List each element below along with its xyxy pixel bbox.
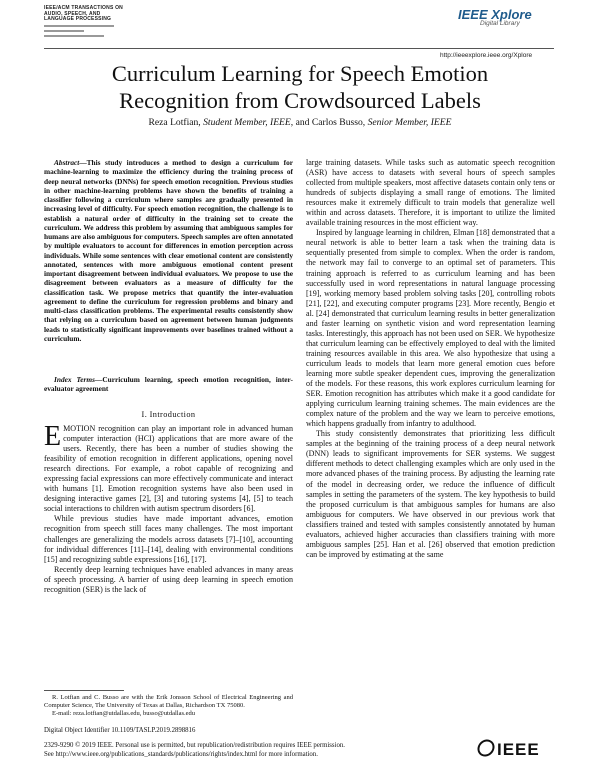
paragraph: large training datasets. While tasks such as automatic speech recognition (ASR) have access to datasets with several hours of speech samples collected from multiple speakers, most affective datasets contain only tens or hundreds of subjects displaying a small range of emotions. The limited resources make it extremely difficult to train models that generalize well within and across datasets. Therefore, it is important to utilize the limited available training resources in the most efficient way. [306, 158, 555, 228]
footnote [44, 694, 293, 717]
paragraph: While previous studies have made important advances, emotion recognition from speech still faces many challenges. The most important challenges are generalizing the models across datasets [7]–[10], accounting for individual differences [11]–[14], dealing with environmental conditions [15] and recognizing subtle expressions [16], [17]. [44, 514, 293, 564]
authors [40, 117, 560, 128]
ieee-diamond-icon [474, 736, 498, 760]
header-rule [44, 48, 554, 49]
copyright-link[interactable]: See http://www.ieee.org/publications_standards/publications/rights/index.html for more information. [44, 750, 318, 758]
xplore-url[interactable]: http://ieeexplore.ieee.org/Xplore [440, 52, 533, 59]
author-role: Senior Member, IEEE [367, 117, 452, 128]
copyright-notice [44, 742, 424, 759]
footnote-text: R. Lotfian and C. Busso are with the Erik Jonsson School of Electrical Engineering and Computer Science, The University of Texas at Dallas, Richardson TX 75080. [44, 694, 293, 709]
abstract-text: —This study introduces a method to design a curriculum for machine-learning to maximize the efficiency during the training process of deep neural networks (DNNs) for speech emotion recognition. Previous studies in other machine-learning problems have shown the benefits of training a classifier following a curriculum where samples are gradually presented in increasing level of difficulty. For speech emotion recognition, the challenge is to establish a natural order of difficulty in the training set to create the curriculum. We address this problem by assuming that ambiguous samples for humans are also ambiguous for computers. Speech samples are often annotated by multiple evaluators to account for differences in emotion perception across individuals. While some sentences with clear emotional content are consistently annotated, sentences with more ambiguous emotional content present important disagreement between individual evaluators. We propose to use the disagreement between evaluators as a measure of difficulty for the classification task. We propose metrics that quantify the inter-evaluation agreement to define the curriculum for regression problems and binary and multi-class classification problems. The experimental results consistently show that relying on a curriculum based on agreement between human judgments leads to statistically significant improvements over baselines trained without a curriculum. [44, 158, 293, 343]
header-blur-line [44, 30, 84, 32]
paragraph: Recently deep learning techniques have enabled advances in many areas of speech processing. A barrier of using deep learning in speech emotion recognition (SER) is the lack of [44, 564, 293, 594]
journal-line: LANGUAGE PROCESSING [44, 16, 112, 22]
paragraph: This study consistently demonstrates that prioritizing less difficult samples at the beginning of the training process of a deep neural network (DNN) leads to significant improvements for SER systems. We suggest different methods to detect challenging examples which are only used in the more advanced phases of the training process. By adjusting the learning rate of the model in decreasing order, we reduce the influence of difficult samples in setting the parameters of the system. The key hypothesis to build the proposed curriculum is that ambiguous samples for humans are also ambiguous for computers. We have observed in our previous work that classifiers trained and tested with samples consistently annotated by human evaluators, achieved higher accuracies than classifiers training with more ambiguous samples [25]. Han et al. [26] observed that emotion prediction can be improved by estimating at the same [306, 429, 555, 559]
journal-line: IEEE/ACM TRANSACTIONS ON [44, 5, 123, 11]
ieee-logo-text: IEEE [497, 740, 540, 759]
xplore-sub: Digital Library [480, 20, 520, 27]
header-blur-line [44, 35, 104, 37]
title-line: Recognition from Crowdsourced Labels [119, 88, 481, 113]
doi: Digital Object Identifier 10.1109/TASLP.2019.2898816 [44, 727, 196, 734]
footnote-divider [44, 690, 124, 691]
ieee-logo [478, 739, 540, 760]
abstract-label: Abstract [54, 158, 80, 167]
footnote-email: E-mail: reza.lotfian@utdallas.edu, busso@utdallas.edu [52, 709, 196, 717]
index-terms-label: Index Terms [54, 375, 95, 384]
paragraph: Inspired by language learning in children, Elman [18] demonstrated that a neural network is able to better learn a task when the training data is sequentially presented from simple to complex. When the order is random, the network may fail to converge to an optimal set of parameters. This training approach is referred to as curriculum learning and has been successfully used in word representations in natural language processing [19], working memory based problem solving tasks [20], controlling robots [21], [22], and executing computer programs [23]. More recently, Bengio et al. [24] demonstrated that curriculum learning results in better generalization and faster learning on synthetic vision and word representation learning tasks. Interestingly, this approach has not been used on SER. We hypothesize that curriculum learning can be effectively employed to deal with the limited training resources available in this area. We also hypothesize that using a curriculum leads to models that learn more general emotion cues before learning more subtle speaker dependent cues, improving the generalization of the models. For these reasons, this work explores curriculum learning for SER. Emotion recognition has attributes which make it a good candidate for applying curriculum learning training schemes. The main evidences are the complex nature of the problem and the way we learn to perceive emotions, which happens gradually from infantry to adulthood. [306, 228, 555, 429]
abstract [44, 158, 293, 343]
paragraph-text: MOTION recognition can play an important role in advanced human computer interaction (HCI) applications that are more aware of the users. Recently, there has been a number of studies showing the feasibility of emotion recognition in different applications, opening novel research directions. For example, a robot capable of recognizing and expressing facial expressions can more effectively communicate and interact with humans [1]. Emotion recognition systems have also been used in designing interactive games [2], [3] and tutoring systems [4], [5] to teach social interactions to children with autism spectrum disorders [6]. [44, 424, 293, 514]
introduction-left-column [44, 421, 293, 595]
index-terms [44, 375, 293, 394]
ieee-xplore-logo[interactable] [458, 7, 532, 27]
journal-name [44, 6, 123, 23]
author-name: Reza Lotfian, [148, 117, 201, 128]
drop-cap: E [44, 421, 62, 452]
page-title [40, 60, 560, 114]
author-role: Student Member, IEEE, [203, 117, 294, 128]
journal-line: AUDIO, SPEECH, AND [44, 10, 101, 17]
section-heading: I. Introduction [141, 410, 196, 419]
header-blur-line [44, 25, 114, 27]
author-name: and Carlos Busso, [295, 117, 366, 128]
copyright-line: 2329-9290 © 2019 IEEE. Personal use is permitted, but republication/redistribution requires IEEE permission. [44, 742, 345, 749]
xplore-brand: IEEE Xplore [458, 7, 532, 22]
paragraph [44, 421, 293, 514]
index-terms-text: —Curriculum learning, speech emotion recognition, inter-evaluator agreement [44, 375, 293, 394]
right-column [306, 158, 555, 560]
title-line: Curriculum Learning for Speech Emotion [111, 61, 489, 86]
